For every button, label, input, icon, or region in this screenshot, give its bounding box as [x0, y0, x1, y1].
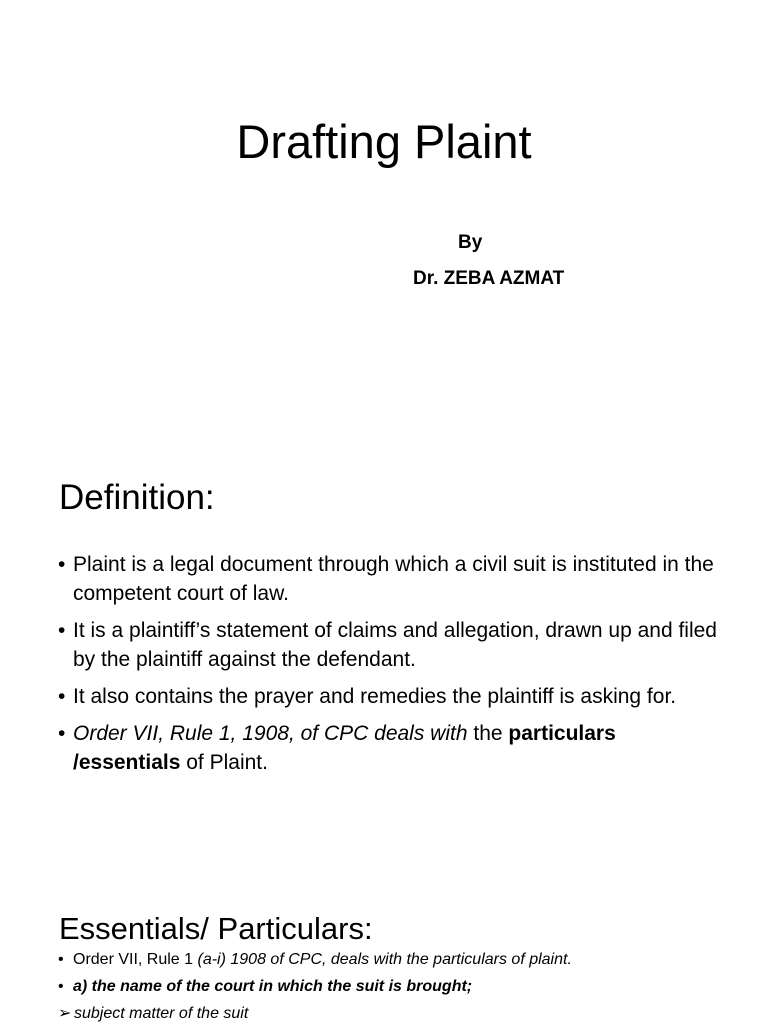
list-item [58, 1000, 718, 1027]
essentials-slide [0, 880, 768, 1024]
essentials-list [58, 946, 718, 1027]
order-text: Order VII, Rule 1 [73, 951, 198, 968]
title-slide [0, 0, 768, 440]
list-item-text: Plaint is a legal document through which a civil suit is instituted in the competent court of law. [73, 553, 714, 605]
bullet-icon: • [58, 951, 64, 968]
particulars-text: particulars /essentials [73, 722, 616, 774]
list-item [58, 946, 718, 973]
list-item [58, 616, 718, 674]
list-item [58, 973, 718, 1000]
order-reference-text: Order VII, Rule 1, 1908, of CPC deals with [73, 722, 468, 745]
connector-text: the [467, 722, 509, 745]
author-name: Dr. ZEBA AZMAT [413, 268, 565, 289]
list-item [58, 550, 718, 608]
slide-title: Drafting Plaint [236, 115, 532, 168]
order-detail-text: (a-i) 1908 of CPC, deals with the particulars of plaint. [197, 951, 572, 968]
by-label: By [458, 232, 483, 253]
essentials-heading: Essentials/ Particulars: [59, 911, 373, 946]
subject-matter-text: subject matter of the suit [74, 1005, 249, 1022]
list-item-text: It also contains the prayer and remedies the plaintiff is asking for. [73, 685, 677, 708]
list-item [58, 682, 718, 711]
of-plaint-text: of Plaint. [180, 751, 268, 774]
arrow-bullet-icon: ➢ [58, 1005, 72, 1022]
bullet-icon: • [58, 619, 66, 642]
definition-slide [0, 440, 768, 880]
list-item [58, 719, 718, 777]
court-name-text: a) the name of the court in which the suit is brought; [73, 978, 473, 995]
bullet-icon: • [58, 553, 66, 576]
definition-heading: Definition: [59, 478, 215, 517]
definition-list [58, 550, 718, 785]
bullet-icon: • [58, 978, 64, 995]
bullet-icon: • [58, 685, 66, 708]
bullet-icon: • [58, 722, 66, 745]
list-item-text: It is a plaintiff’s statement of claims and allegation, drawn up and filed by the plaintiff against the defendant. [73, 619, 717, 671]
